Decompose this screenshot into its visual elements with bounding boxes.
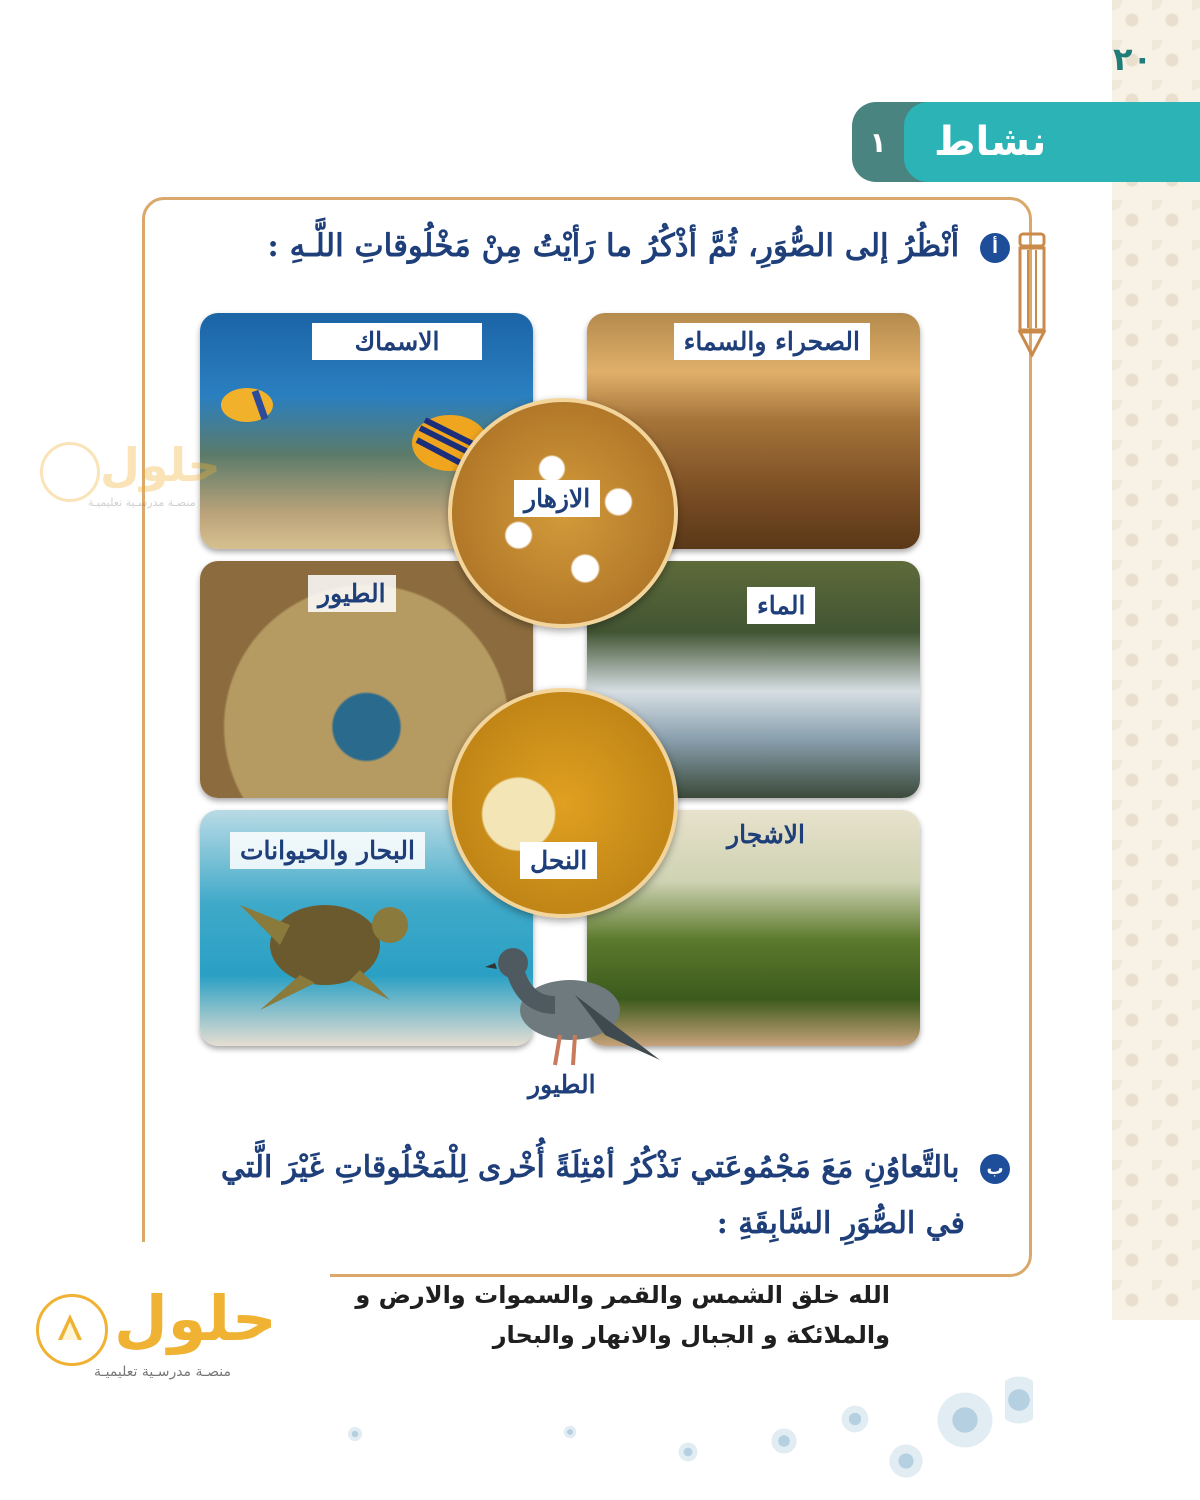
question-b-line1: بالتَّعاوُنِ مَعَ مَجْمُوعَتي نَذْكُرُ أمْثِلَةً أُخْرى لِلْمَخْلُوقاتِ غَيْرَ الَّتي [220, 1150, 960, 1185]
ornament-icon [562, 1424, 578, 1440]
turtle-icon [230, 875, 420, 1015]
question-a [267, 228, 1010, 264]
ornament-icon [768, 1425, 800, 1457]
activity-label-bg [904, 102, 1200, 182]
brand-logo [34, 1280, 284, 1390]
question-b-marker: ب [980, 1154, 1010, 1184]
ornament-icon [838, 1402, 872, 1436]
pigeon-label: الطيور [528, 1070, 596, 1099]
logo-name: حلول [114, 1282, 277, 1355]
watermark-logo-name: حلول [100, 438, 221, 492]
question-b [180, 1140, 1010, 1252]
activity-number: ١ [869, 125, 887, 159]
logo-book-icon [40, 442, 100, 502]
watermark-logo [38, 430, 221, 520]
bees-photo [448, 688, 678, 918]
ornament-icon [885, 1440, 927, 1482]
flowers-label: الازهار [514, 480, 600, 517]
side-ornament-pattern [1112, 0, 1200, 1320]
ornament-icon [346, 1425, 364, 1443]
peacock-label: الطيور [308, 575, 396, 612]
answer-line2: والملائكة و الجبال والانهار والبحار [492, 1321, 890, 1349]
water-label: الماء [747, 587, 815, 624]
activity-label: نشاط [934, 119, 1047, 165]
ornament-icon [1005, 1360, 1033, 1440]
fish-label: الاسماك [312, 323, 482, 360]
ornament-icon [676, 1440, 700, 1464]
watermark-logo-subtitle: منصـة مدرسـية تعليميـة [88, 496, 196, 509]
logo-subtitle: منصـة مدرسـية تعليميـة [94, 1364, 231, 1380]
trees-label: الاشجار [727, 820, 805, 849]
book-icon [52, 1310, 88, 1346]
question-a-marker: أ [980, 233, 1010, 263]
question-a-text: أنْظُرُ إلى الصُّوَرِ، ثُمَّ أذْكُرُ ما رَأيْتُ مِنْ مَخْلُوقاتِ اللَّـهِ : [267, 228, 960, 264]
answer-line1: الله خلق الشمس والقمر والسموات والارض و [355, 1281, 890, 1309]
small-fish-icon [215, 383, 280, 428]
question-b-line2: في الصُّوَرِ السَّابِقَةِ : [716, 1206, 965, 1241]
pigeon-icon [485, 935, 665, 1070]
activity-header [852, 102, 1200, 182]
handwritten-answer [330, 1275, 890, 1355]
pencil-icon [1017, 232, 1047, 357]
flowers-photo [448, 398, 678, 628]
ornament-icon [930, 1385, 1000, 1455]
desert-sky-label: الصحراء والسماء [674, 323, 870, 360]
bees-label: النحل [520, 842, 597, 879]
sea-animals-label: البحار والحيوانات [230, 832, 425, 869]
page-number: ٢٠ [1112, 40, 1152, 78]
